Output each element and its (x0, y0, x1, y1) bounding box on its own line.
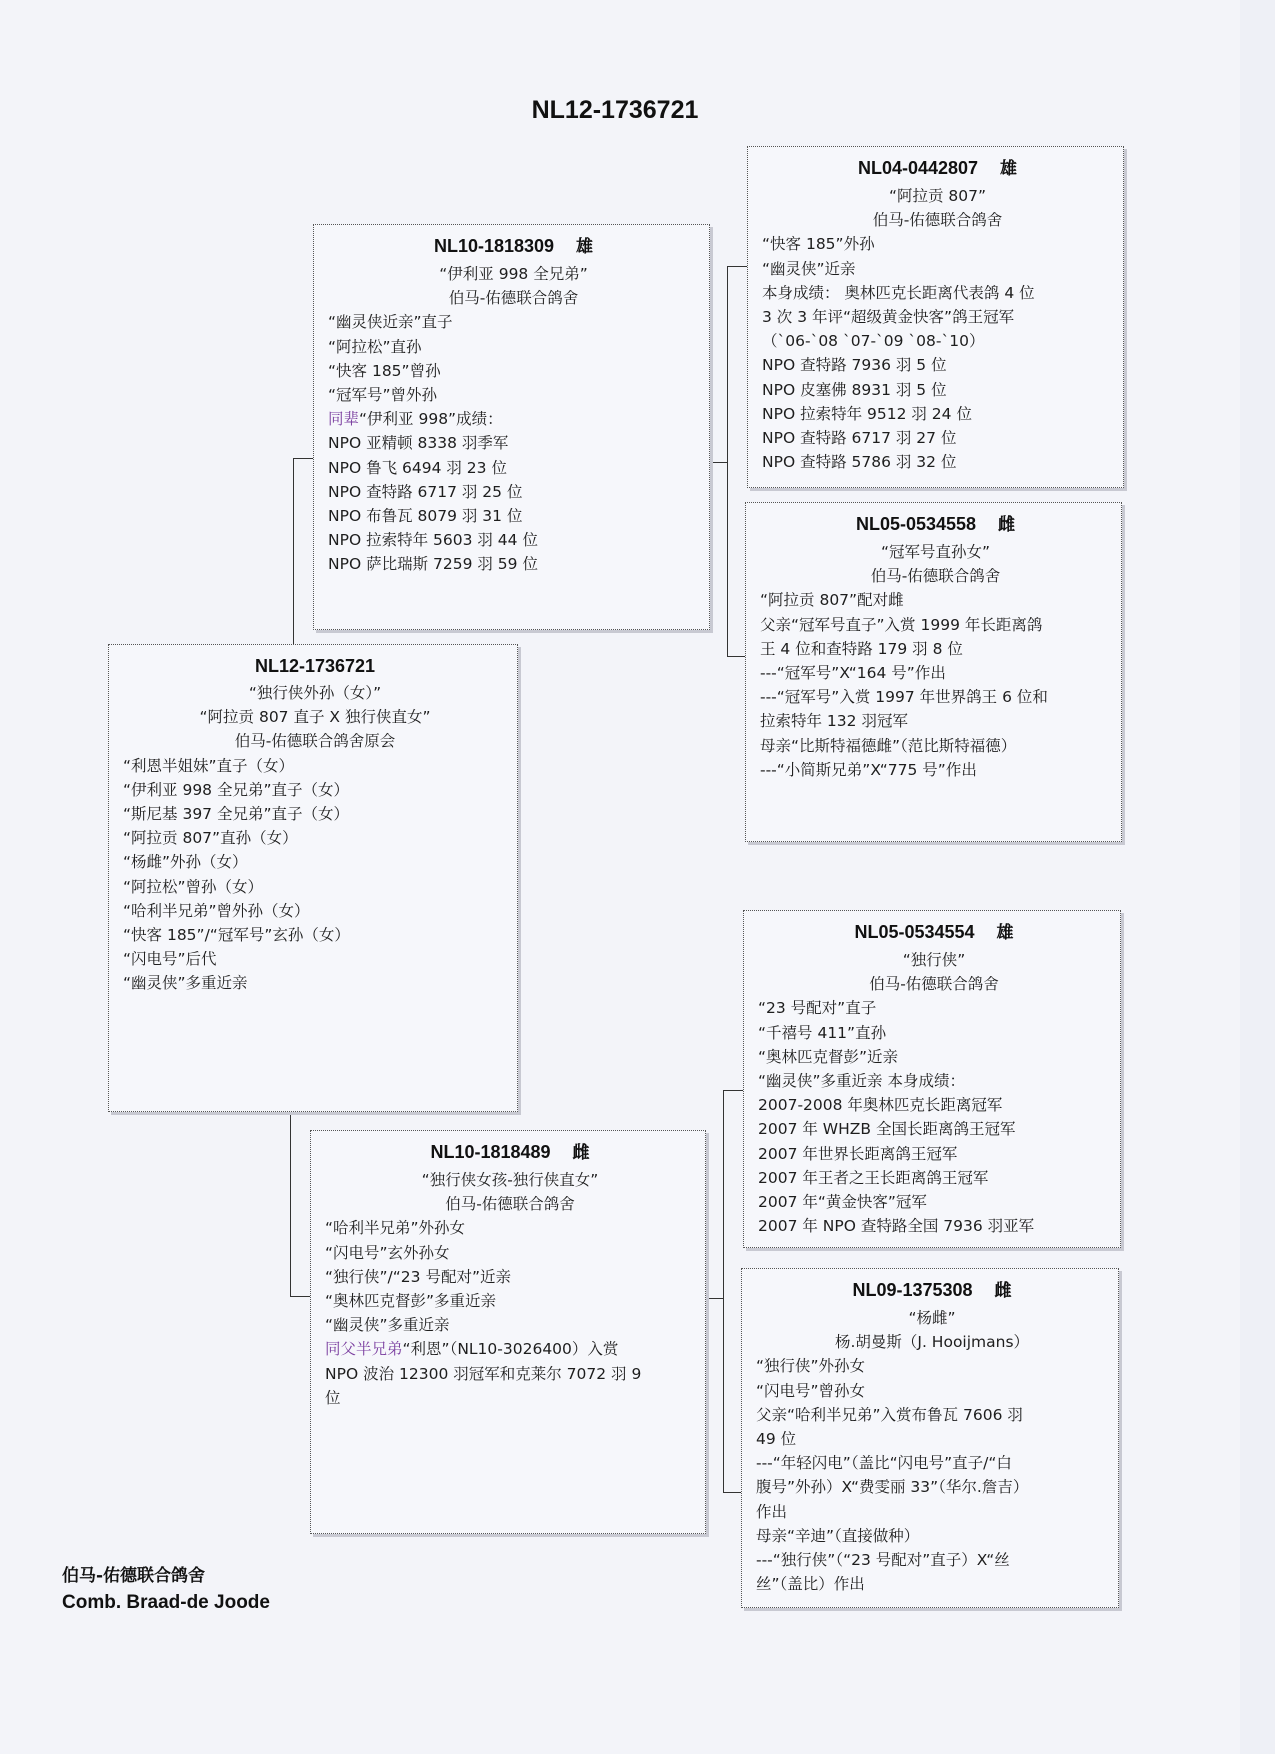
dam-sex: 雌 (572, 1143, 590, 1163)
pedigree-line (762, 450, 1113, 474)
sire-id: NL10-1818309 (433, 236, 555, 256)
granddam-maternal-lines (756, 1306, 1108, 1596)
pedigree-line (328, 552, 699, 576)
line-text: “快客 185”/“冠军号”玄孙（女） (123, 926, 350, 945)
pedigree-line (756, 1403, 1108, 1427)
pedigree-line (758, 1021, 1110, 1045)
pedigree-line (123, 899, 507, 923)
pedigree-line (760, 685, 1111, 709)
pedigree-line (756, 1572, 1108, 1596)
line-text: “快客 185”曾孙 (328, 361, 441, 380)
line-text: NPO 查特路 6717 羽 27 位 (762, 429, 957, 448)
line-text: NPO 波治 12300 羽冠军和克莱尔 7072 羽 9 (325, 1364, 642, 1383)
dam-header (325, 1137, 695, 1168)
connector-dam-granddam-bottom (723, 1492, 741, 1493)
granddam-maternal-card (741, 1268, 1119, 1608)
line-text: “独行侠”/“23 号配对”近亲 (325, 1267, 511, 1286)
dam-id: NL10-1818489 (430, 1142, 551, 1162)
granddam-paternal-card (745, 502, 1122, 842)
pedigree-line (758, 972, 1110, 996)
line-text: “千禧号 411”直孙 (758, 1023, 887, 1042)
line-text: 伯马-佑德联合鸽舍 (870, 567, 1001, 586)
line-text: “伊利亚 998”成绩： (359, 410, 503, 429)
pedigree-line (758, 1214, 1110, 1238)
line-text: ---“冠军号”入赏 1997 年世界鸽王 6 位和 (760, 688, 1048, 707)
line-text: 伯马-佑德联合鸽舍原会 (234, 732, 396, 751)
pedigree-line (756, 1500, 1108, 1524)
pedigree-line (328, 407, 699, 431)
line-text: 本身成绩： 奥林匹克长距离代表鸽 4 位 (762, 283, 1035, 302)
pedigree-line (123, 802, 507, 826)
pedigree-line (758, 996, 1110, 1020)
line-text: 母亲“辛迪”（直接做种） (756, 1526, 920, 1545)
line-text: NPO 查特路 5786 羽 32 位 (762, 453, 957, 472)
line-text: 丝”（盖比）作出 (756, 1575, 865, 1594)
line-text: “闪电号”后代 (123, 950, 217, 969)
pedigree-line (328, 456, 699, 480)
connector-dam-parents-vertical (723, 1090, 724, 1492)
line-text: “哈利半兄弟”外孙女 (325, 1219, 466, 1238)
line-text: NPO 皮塞佛 8931 羽 5 位 (762, 380, 947, 399)
granddam-maternal-id: NL09-1375308 (852, 1280, 973, 1300)
line-text: “独行侠女孩-独行侠直女” (421, 1171, 599, 1189)
pedigree-line (756, 1524, 1108, 1548)
connector-sire-grandsire-horizontal (709, 462, 727, 463)
pedigree-line (762, 353, 1113, 377)
pedigree-line (123, 826, 507, 850)
pedigree-line (328, 383, 699, 407)
pedigree-line (756, 1548, 1108, 1572)
pedigree-line (123, 705, 507, 729)
line-text: 位 (325, 1388, 341, 1407)
pedigree-line (760, 613, 1111, 637)
line-text: “杨雌”外孙（女） (123, 853, 248, 872)
line-text: 母亲“比斯特福德雌”（范比斯特福德） (760, 736, 1017, 755)
connector-subject-sire-vertical (293, 458, 294, 644)
grandsire-paternal-sex: 雄 (1000, 159, 1018, 179)
pedigree-line (328, 359, 699, 383)
line-text: “伊利亚 998 全兄弟”直子（女） (123, 780, 349, 799)
grandsire-maternal-sex: 雄 (996, 923, 1014, 943)
line-text: 伯马-佑德联合鸽舍 (869, 975, 999, 994)
line-text: NPO 布鲁瓦 8079 羽 31 位 (328, 507, 523, 526)
grandsire-paternal-card (747, 146, 1124, 488)
line-text: 2007 年 WHZB 全国长距离鸽王冠军 (758, 1120, 1016, 1139)
line-text: “阿拉贡 807”配对雌 (760, 591, 904, 610)
pedigree-line (758, 1093, 1110, 1117)
grandsire-maternal-card (743, 910, 1121, 1248)
pedigree-line (123, 681, 507, 705)
pedigree-line (123, 947, 507, 971)
granddam-paternal-lines (760, 540, 1111, 782)
pedigree-line (758, 1117, 1110, 1141)
subject-header (123, 651, 507, 681)
pedigree-line (758, 1142, 1110, 1166)
line-text: “哈利半兄弟”曾外孙（女） (123, 901, 310, 920)
line-text: NPO 亚精顿 8338 羽季军 (328, 434, 509, 453)
granddam-maternal-sex: 雌 (994, 1281, 1012, 1301)
grandsire-maternal-lines (758, 948, 1110, 1238)
line-text: “快客 185”外孙 (762, 235, 875, 254)
line-text: NPO 拉索特年 5603 羽 44 位 (328, 531, 538, 550)
line-text: “阿拉松”直孙 (328, 337, 422, 356)
pedigree-line (328, 431, 699, 455)
line-text: ---“小简斯兄弟”X“775 号”作出 (760, 760, 977, 779)
pedigree-line (758, 1069, 1110, 1093)
granddam-maternal-header (756, 1275, 1108, 1306)
connector-sire-grandsire-top (727, 266, 747, 267)
dam-card (310, 1130, 706, 1534)
line-text: “奥林匹克督彭”近亲 (758, 1047, 899, 1066)
line-text: 2007 年王者之王长距离鸽王冠军 (758, 1168, 989, 1187)
line-text: NPO 拉索特年 9512 羽 24 位 (762, 404, 972, 423)
pedigree-line (760, 661, 1111, 685)
connector-dam-grandsire-top (723, 1090, 743, 1091)
pedigree-line (325, 1289, 695, 1313)
connector-sire-parents-vertical (727, 266, 728, 656)
line-text: 49 位 (756, 1430, 797, 1449)
line-text: “独行侠外孙（女）” (248, 684, 382, 702)
pedigree-line (762, 208, 1113, 232)
line-text: “阿拉贡 807 直子 X 独行侠直女” (199, 708, 431, 727)
pedigree-line (760, 734, 1111, 758)
line-text: NPO 查特路 7936 羽 5 位 (762, 356, 947, 375)
pedigree-line (762, 305, 1113, 329)
pedigree-line (762, 329, 1113, 353)
connector-sire-granddam-bottom (727, 656, 745, 657)
line-text: “幽灵侠”近亲 (762, 259, 856, 278)
pedigree-line (760, 564, 1111, 588)
line-text: 伯马-佑德联合鸽舍 (448, 289, 579, 308)
footer-loft-name (62, 1562, 270, 1616)
dam-lines (325, 1168, 695, 1410)
grandsire-paternal-header (762, 153, 1113, 184)
pedigree-line (328, 262, 699, 286)
pedigree-line (756, 1306, 1108, 1330)
pedigree-line (758, 1045, 1110, 1069)
grandsire-paternal-lines (762, 184, 1113, 474)
pedigree-line (325, 1241, 695, 1265)
line-text: 2007 年“黄金快客”冠军 (758, 1193, 927, 1212)
line-text: “杨雌” (908, 1309, 956, 1327)
line-text: 腹号”外孙）X“费雯丽 33”（华尔.詹吉） (756, 1478, 1029, 1497)
line-text: 3 次 3 年评“超级黄金快客”鸽王冠军 (762, 308, 1015, 327)
line-text: “利恩半姐妹”直子（女） (123, 756, 295, 775)
pedigree-line (123, 850, 507, 874)
pedigree-line (756, 1451, 1108, 1475)
pedigree-line (123, 923, 507, 947)
grandsire-maternal-header (758, 917, 1110, 948)
grandsire-maternal-id: NL05-0534554 (854, 922, 975, 942)
line-text: “幽灵侠”多重近亲 本身成绩： (758, 1072, 965, 1091)
line-text: “冠军号”曾外孙 (328, 386, 438, 405)
line-text: ---“冠军号”X“164 号”作出 (760, 664, 946, 683)
pedigree-line (325, 1362, 695, 1386)
pedigree-line (328, 286, 699, 310)
pedigree-line (762, 257, 1113, 281)
pedigree-line (325, 1313, 695, 1337)
sire-header (328, 231, 699, 262)
pedigree-line (762, 184, 1113, 208)
line-text: NPO 萨比瑞斯 7259 羽 59 位 (328, 555, 538, 574)
pedigree-line (325, 1265, 695, 1289)
connector-subject-dam-horizontal (290, 1296, 310, 1297)
pedigree-line (123, 875, 507, 899)
line-text: “闪电号”玄外孙女 (325, 1243, 450, 1262)
pedigree-line (760, 637, 1111, 661)
pedigree-line (328, 480, 699, 504)
pedigree-line (328, 335, 699, 359)
line-text: 王 4 位和查特路 179 羽 8 位 (760, 639, 963, 658)
sire-lines (328, 262, 699, 577)
subject-lines (123, 681, 507, 996)
pedigree-line (325, 1168, 695, 1192)
pedigree-line (760, 709, 1111, 733)
line-text: 2007-2008 年奥林匹克长距离冠军 (758, 1096, 1003, 1115)
line-text: 伯马-佑德联合鸽舍 (445, 1195, 575, 1214)
line-text: 拉索特年 132 羽冠军 (760, 712, 908, 731)
pedigree-line (328, 528, 699, 552)
pedigree-line (762, 378, 1113, 402)
footer-loft-en: Comb. Braad-de Joode (62, 1592, 270, 1613)
granddam-paternal-id: NL05-0534558 (855, 514, 977, 534)
highlight-label: 同父半兄弟 (325, 1340, 403, 1359)
line-text: “阿拉松”曾孙（女） (123, 877, 264, 896)
pedigree-line (762, 426, 1113, 450)
pedigree-line (123, 778, 507, 802)
line-text: “幽灵侠”多重近亲 (123, 974, 248, 993)
line-text: （`06-`08 `07-`09 `08-`10） (762, 332, 985, 351)
line-text: 父亲“哈利半兄弟”入赏布鲁瓦 7606 羽 (756, 1405, 1023, 1424)
line-text: 作出 (756, 1502, 788, 1521)
grandsire-paternal-id: NL04-0442807 (857, 158, 979, 178)
line-text: “冠军号直孙女” (880, 543, 991, 561)
pedigree-line (762, 281, 1113, 305)
pedigree-line (325, 1216, 695, 1240)
page-title: NL12-1736721 (531, 96, 699, 124)
pedigree-line (325, 1386, 695, 1410)
line-text: “23 号配对”直子 (758, 999, 877, 1018)
pedigree-line (325, 1192, 695, 1216)
granddam-paternal-header (760, 509, 1111, 540)
line-text: “独行侠”外孙女 (756, 1357, 866, 1376)
line-text: “阿拉贡 807”直孙（女） (123, 829, 298, 848)
footer-loft-zh: 伯马-佑德联合鸽舍 (62, 1566, 206, 1586)
line-text: “独行侠” (902, 951, 966, 969)
sire-sex: 雄 (576, 237, 594, 257)
line-text: NPO 查特路 6717 羽 25 位 (328, 482, 523, 501)
pedigree-line (328, 504, 699, 528)
line-text: 2007 年世界长距离鸽王冠军 (758, 1144, 958, 1163)
pedigree-line (123, 729, 507, 753)
pedigree-line (758, 1166, 1110, 1190)
pedigree-line (756, 1427, 1108, 1451)
line-text: “幽灵侠近亲”直子 (328, 313, 453, 332)
sire-card (313, 224, 710, 630)
line-text: “伊利亚 998 全兄弟” (439, 265, 588, 283)
line-text: ---“独行侠”（“23 号配对”直子）X“丝 (756, 1551, 1010, 1570)
line-text: ---“年轻闪电”（盖比“闪电号”直子/“白 (756, 1454, 1012, 1473)
granddam-paternal-sex: 雌 (998, 515, 1016, 535)
pedigree-line (760, 758, 1111, 782)
pedigree-line (123, 971, 507, 995)
connector-dam-grandparents-horizontal (705, 1298, 723, 1299)
pedigree-line (762, 402, 1113, 426)
pedigree-line (758, 1190, 1110, 1214)
pedigree-line (758, 948, 1110, 972)
connector-subject-sire-horizontal (293, 458, 313, 459)
pedigree-line (756, 1330, 1108, 1354)
pedigree-line (325, 1337, 695, 1361)
pedigree-line (328, 310, 699, 334)
line-text: 父亲“冠军号直子”入赏 1999 年长距离鸽 (760, 615, 1043, 634)
pedigree-line (123, 754, 507, 778)
line-text: “利恩”（NL10-3026400）入赏 (402, 1340, 619, 1359)
line-text: NPO 鲁飞 6494 羽 23 位 (328, 458, 507, 477)
highlight-label: 同辈 (328, 410, 360, 429)
line-text: 杨.胡曼斯（J. Hooijmans） (834, 1333, 1030, 1352)
subject-card (108, 644, 518, 1112)
subject-id: NL12-1736721 (254, 656, 376, 676)
pedigree-line (756, 1379, 1108, 1403)
pedigree-line (762, 232, 1113, 256)
line-text: “斯尼基 397 全兄弟”直子（女） (123, 805, 349, 824)
pedigree-line (760, 588, 1111, 612)
pedigree-line (756, 1354, 1108, 1378)
line-text: “幽灵侠”多重近亲 (325, 1316, 450, 1335)
line-text: 2007 年 NPO 查特路全国 7936 羽亚军 (758, 1217, 1035, 1236)
line-text: “闪电号”曾孙女 (756, 1381, 866, 1400)
pedigree-line (760, 540, 1111, 564)
line-text: “阿拉贡 807” (888, 187, 987, 205)
connector-subject-dam-vertical (290, 1112, 291, 1296)
pedigree-line (756, 1475, 1108, 1499)
line-text: “奥林匹克督彭”多重近亲 (325, 1292, 497, 1311)
line-text: 伯马-佑德联合鸽舍 (872, 211, 1003, 230)
